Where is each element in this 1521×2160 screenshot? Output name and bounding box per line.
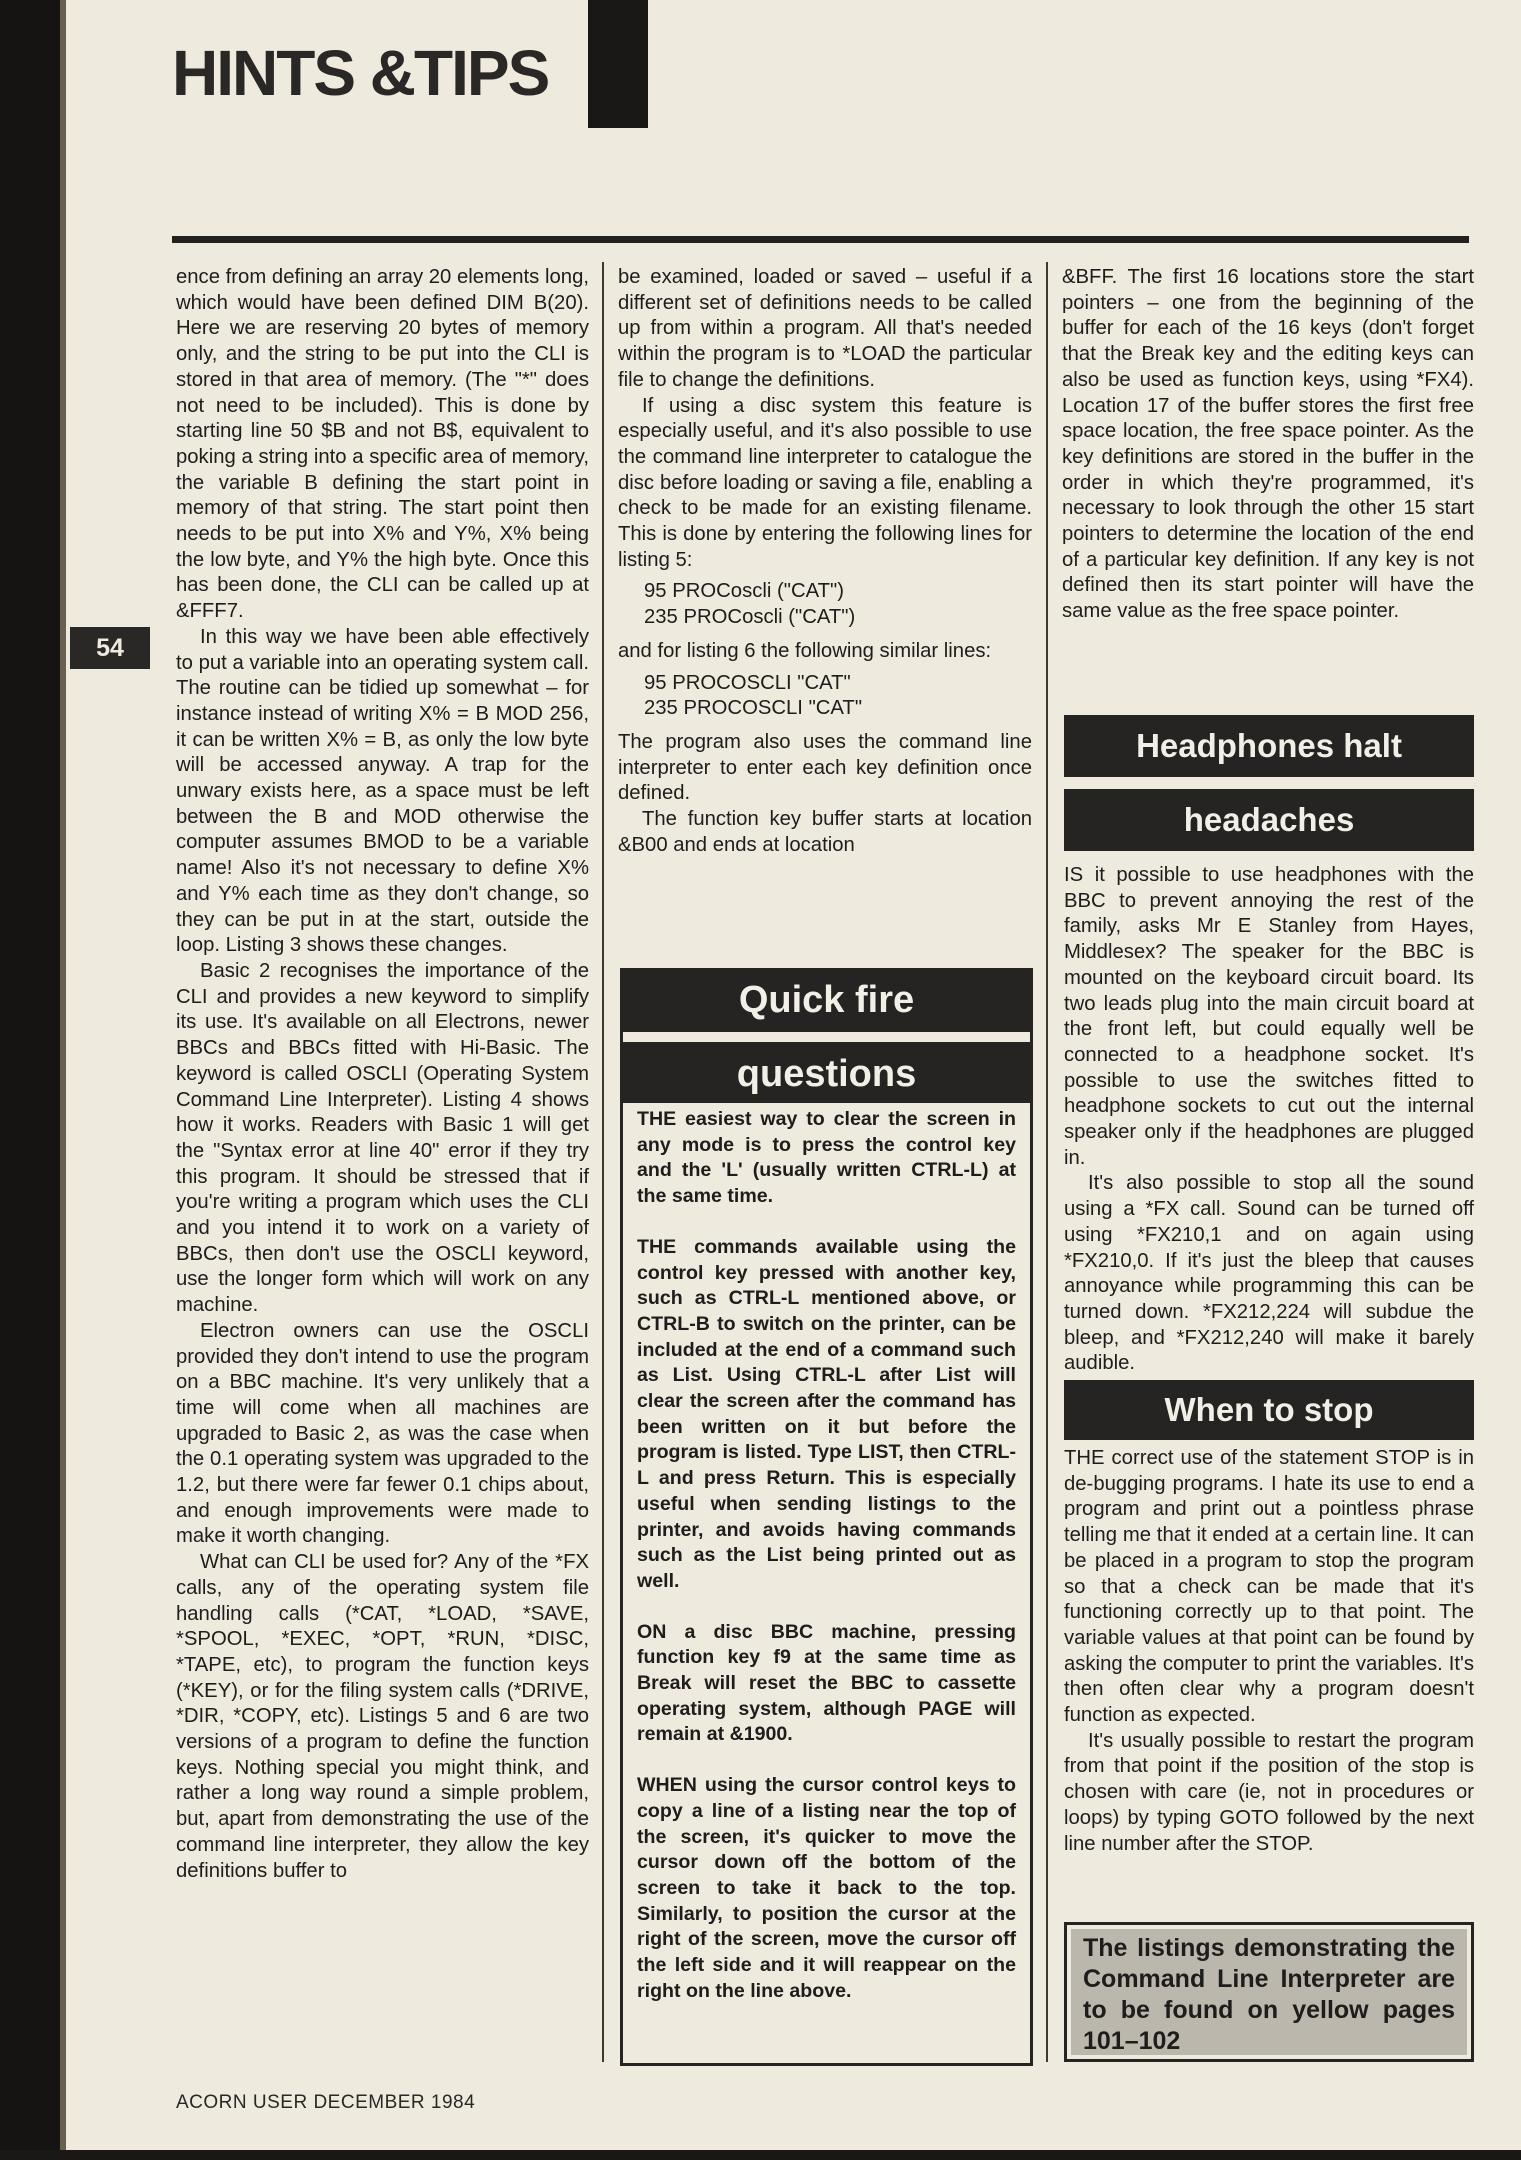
headphones-subtitle: headaches xyxy=(1064,789,1474,851)
col1-para: What can CLI be used for? Any of the *FX calls, any of the operating system file handling calls (*CAT, *LOAD, *SAVE, *SPOOL, *EXEC, *OPT, *RUN, *DISC, *TAPE, etc), to program the function keys (*KEY), or for the filing system calls (*DRIVE, *DIR, *COPY, etc). Listings 5 and 6 are two versions of a program to define the function keys. Nothing special you might think, and rather a long way round a simple problem, but, apart from demonstrating the use of the command line interpreter, they allow the key definitions buffer to xyxy=(176,1551,589,1882)
headphones-article xyxy=(1064,715,1474,1377)
stop-para: THE correct use of the statement STOP is in de-bugging programs. I hate its use to end a program and print out a pointless phrase telling me that it ended at a certain line. It can be placed in a program to stop the program so that a check can be made that it's functioning correctly up to that point. The variable values at that point can be found by asking the computer to print the variables. It's then often clear why a program doesn't function as expected. xyxy=(1064,1447,1474,1727)
col2-para: be examined, loaded or saved – useful if a different set of definitions needs to be called up from within a program. All that's needed within the program is to *LOAD the particular file to change the definitions. xyxy=(618,266,1032,391)
quickfire-body xyxy=(623,1103,1030,2005)
code-line: 235 PROCoscli ("CAT") xyxy=(644,606,856,629)
headphones-title: Headphones halt xyxy=(1064,715,1474,777)
stop-article xyxy=(1064,1380,1474,1857)
footer-credit: ACORN USER DECEMBER 1984 xyxy=(176,2092,476,2113)
stop-text xyxy=(1064,1446,1474,1857)
col2-para: The program also uses the command line interpreter to enter each key definition once defined. xyxy=(618,730,1032,805)
code-line: 95 PROCOSCLI "CAT" xyxy=(644,671,851,694)
stop-title: When to stop xyxy=(1064,1380,1474,1440)
col2-para: If using a disc system this feature is especially useful, and it's also possible to use the command line interpreter to catalogue the disc before loading or saving a file, enabling a check to be made for an existing filename. This is done by entering the following lines for listing 5: xyxy=(618,394,1032,571)
column-1 xyxy=(176,265,589,1884)
column-divider xyxy=(1046,262,1048,2062)
headphones-para: IS it possible to use headphones with the BBC to prevent annoying the rest of the family, asks Mr E Stanley from Hayes, Middlesex? The speaker for the BBC is mounted on the keyboard circuit board. Its two leads plug into the main circuit board at the front left, but could equally well be connected to a headphone socket. It's possible to use the switches fitted to headphone sockets to cut out the internal speaker only if the headphones are plugged in. xyxy=(1064,864,1474,1169)
section-title: HINTS &TIPS xyxy=(172,37,549,109)
header-block xyxy=(588,0,648,128)
col3-para: &BFF. The first 16 locations store the start pointers – one from the beginning of the buffer for each of the 16 keys (don't forget that the Break key and the editing keys can also be used as function keys, using *FX4). Location 17 of the buffer stores the first free space location, the free space pointer. As the key definitions are stored in the buffer in the order in which they're programmed, it's necessary to look through the other 15 start pointers to determine the location of the end of a particular key definition. If any key is not defined then its start pointer will have the same value as the free space pointer. xyxy=(1062,266,1474,623)
code-line: 235 PROCOSCLI "CAT" xyxy=(644,697,863,720)
quickfire-item: THE easiest way to clear the screen in any mode is to press the control key and the 'L' (usually written CTRL-L) at the same time. xyxy=(637,1108,1016,1208)
quickfire-item: ON a disc BBC machine, pressing function key f9 at the same time as Break will reset the BBC to cassette operating system, although PAGE will remain at &1900. xyxy=(637,1620,1016,1746)
col2-para: and for listing 6 the following similar lines: xyxy=(618,639,992,662)
header-rule xyxy=(172,236,1469,243)
quickfire-item: WHEN using the cursor control keys to copy a line of a listing near the top of the screen, it's quicker to move the cursor down off the bottom of the screen to take it back to the top. Similarly, to position the cursor at the right of the screen, move the cursor off the left side and it will reappear on the right on the line above. xyxy=(637,1774,1016,2002)
code-listing-6 xyxy=(618,671,1032,722)
col1-para: In this way we have been able effectively to put a variable into an operating system call. The routine can be tidied up somewhat – for instance instead of writing X% = B MOD 256, it can be written X% = B, as only the low byte will be accessed anyway. A trap for the unwary exists here, as a space must be left between the B and MOD otherwise the computer assumes BMOD to be a variable name! Also it's not necessary to define X% and Y% each time as they don't change, so they can be put in at the start, outside the loop. Listing 3 shows these changes. xyxy=(176,625,589,957)
quickfire-box xyxy=(620,968,1033,2066)
quickfire-subtitle: questions xyxy=(623,1045,1030,1103)
listings-note-box xyxy=(1064,1922,1474,2062)
page-number: 54 xyxy=(70,627,150,669)
bottom-edge xyxy=(0,2150,1521,2160)
binding-edge xyxy=(60,0,66,2160)
col1-para: Electron owners can use the OSCLI provided they don't intend to use the program on a BBC machine. It's very unlikely that a time will come when all machines are upgraded to Basic 2, as was the case when the 0.1 operating system was upgraded to the 1.2, but there were far fewer 0.1 chips about, and enough improvements were made to make it worth changing. xyxy=(176,1319,589,1548)
code-listing-5 xyxy=(618,579,1032,630)
quickfire-title: Quick fire xyxy=(623,971,1030,1029)
binding-spine xyxy=(0,0,60,2160)
quickfire-divider xyxy=(623,1029,1030,1045)
column-2 xyxy=(618,265,1032,858)
quickfire-item: THE commands available using the control key pressed with another key, such as CTRL-L mentioned above, or CTRL-B to switch on the printer, can be included at the end of a command such as List. Using CTRL-L after List will clear the screen after the command has been written on it but before the program is listed. Type LIST, then CTRL-L and press Return. This is especially useful when sending listings to the printer, and avoids having commands such as the List being printed out as well. xyxy=(637,1235,1016,1592)
col1-para: Basic 2 recognises the importance of the CLI and provides a new keyword to simplify its use. It's available on all Electrons, newer BBCs and BBCs fitted with Hi-Basic. The keyword is called OSCLI (Operating System Command Line Interpreter). Listing 4 shows how it works. Readers with Basic 1 will get the "Syntax error at line 40" error if they try this program. It should be stressed that if you're writing a program which uses the CLI and you intend it to work on a variety of BBCs, then don't use the OSCLI keyword, use the longer form which will work on any machine. xyxy=(176,959,589,1317)
headphones-text xyxy=(1064,863,1474,1377)
listings-note: The listings demonstrating the Command Line Interpreter are to be found on yellow pages 101–102 xyxy=(1071,1929,1467,2055)
col2-para: The function key buffer starts at location &B00 and ends at location xyxy=(618,808,1032,856)
column-divider xyxy=(602,262,604,2062)
column-3 xyxy=(1062,265,1474,625)
col1-para: ence from defining an array 20 elements long, which would have been defined DIM B(20). Here we are reserving 20 bytes of memory only, and the string to be put into the CLI is stored in that area of memory. (The "*" does not need to be included). This is done by starting line 50 $B and not B$, equivalent to poking a string into a specific area of memory, the variable B defining the start point in memory of that string. The start point then needs to be put into X% and Y%, X% being the low byte, and Y% the high byte. Once this has been done, the CLI can be called up at &FFF7. xyxy=(176,266,589,623)
stop-para: It's usually possible to restart the program from that point if the position of the stop is chosen with care (ie, not in procedures or loops) by typing GOTO followed by the next line number after the STOP. xyxy=(1064,1729,1474,1855)
headphones-para: It's also possible to stop all the sound using a *FX call. Sound can be turned off using *FX210,1 and on again using *FX210,0. If it's just the bleep that causes annoyance while programming this can be turned down. *FX212,224 will subdue the bleep, and *FX212,240 will make it barely audible. xyxy=(1064,1172,1474,1375)
code-line: 95 PROCoscli ("CAT") xyxy=(644,580,844,603)
